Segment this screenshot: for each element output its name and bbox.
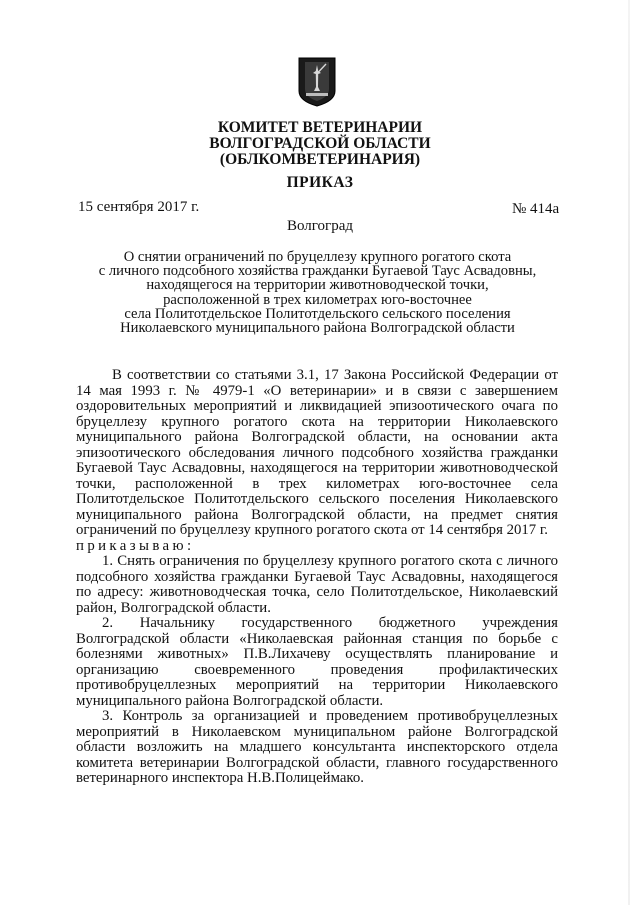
decree-word: приказываю: [76, 537, 195, 554]
order-number: № 414а [512, 201, 560, 217]
subject-line: находящегося на территории животноводческой точки, [146, 277, 489, 294]
order-item-2: 2. Начальнику государственного бюджетного учреждения Волгоградской области «Николаевская районная станция по борьбе с болезнями животных» П.В.Лихачеву осуществлять планирование и организацию своевременного проведения профилактических противобруцеллезных мероприятий на территории Николаевского муниципального района Волгоградской области. [76, 615, 558, 709]
order-date: 15 сентября 2017 г. [78, 199, 200, 215]
order-body [76, 368, 558, 787]
subject-line: Николаевского муниципального района Волгоградской области [120, 320, 515, 337]
subject-line: села Политотдельское Политотдельского сельского поселения [124, 305, 511, 322]
order-item-1: 1. Снять ограничения по бруцеллезу крупного рогатого скота с личного подсобного хозяйства гражданки Бугаевой Таус Асвадовны, находящегося по адресу: животноводческая точка, село Политотдельское, Николаевский район, Волгоградской области. [76, 553, 558, 616]
order-item-3: 3. Контроль за организацией и проведением противобруцеллезных мероприятий в Николаевском муниципальном районе Волгоградской области возложить на младшего консультанта инспекторского отдела комитета ветеринарии Волгоградской области, главного государственного ветеринарного инспектора Н.В.Полицеймако. [76, 708, 558, 786]
committee-name-line-2: ВОЛГОГРАДСКОЙ ОБЛАСТИ [209, 135, 431, 152]
committee-short-name: (ОБЛКОМВЕТЕРИНАРИЯ) [219, 151, 421, 168]
subject-line: с личного подсобного хозяйства гражданки Бугаевой Таус Асвадовны, [98, 263, 537, 280]
preamble-paragraph: В соответствии со статьями 3.1, 17 Закона Российской Федерации от 14 мая 1993 г. № 4979-1 «О ветеринарии» и в связи с завершением оздоровительных мероприятий и ликвидацией эпизоотического очага по бруцеллезу крупного рогатого скота на территории Николаевского муниципального района Волгоградской области, на основании акта эпизоотического обследования личного подсобного хозяйства гражданки Бугаевой Таус Асвадовны, находящегося на территории животноводческой точки, расположенной в трех километрах юго-восточнее села Политотдельское Политотдельского сельского поселения Николаевского муниципального района Волгоградской области, на предмет снятия ограничений по бруцеллезу крупного рогатого скота от 14 сентября 2017 г. [76, 367, 558, 538]
committee-name-line-1: КОМИТЕТ ВЕТЕРИНАРИИ [217, 119, 423, 136]
document-title: ПРИКАЗ [286, 174, 354, 191]
order-subject [80, 250, 555, 335]
subject-line: расположенной в трех километрах юго-восточнее [163, 291, 472, 308]
order-city: Волгоград [286, 218, 353, 234]
volgograd-coat-of-arms-icon [297, 57, 337, 107]
subject-line: О снятии ограничений по бруцеллезу крупного рогатого скота [123, 249, 512, 265]
